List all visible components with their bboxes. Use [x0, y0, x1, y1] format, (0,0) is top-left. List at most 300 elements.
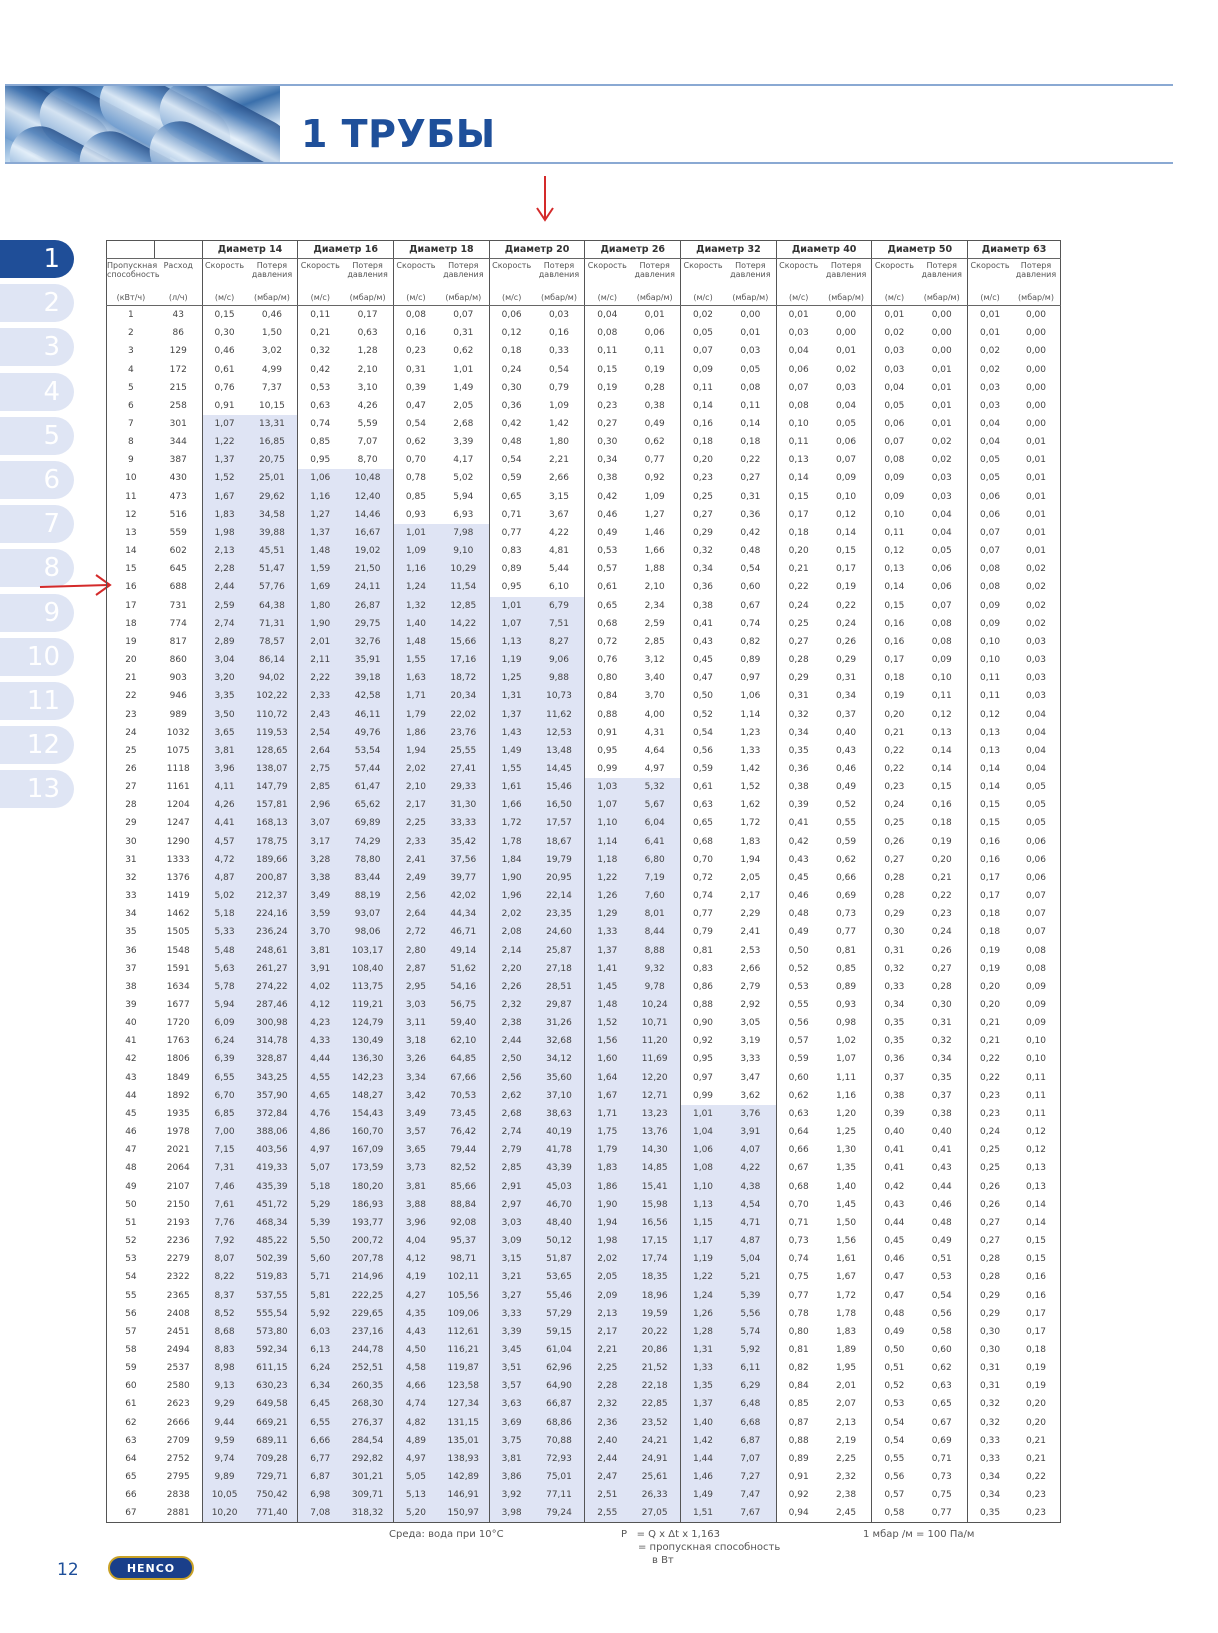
table-cell: 0,36	[740, 509, 761, 520]
table-cell: 0,12	[872, 542, 916, 560]
table-cell: 4,26	[202, 796, 246, 814]
table-cell: 0,26	[931, 945, 952, 956]
chapter-tab-10[interactable]	[0, 638, 74, 676]
table-cell: 3,96	[202, 760, 246, 778]
unit-loss: (мбар/м)	[916, 289, 967, 306]
table-cell: 1,01	[394, 524, 438, 542]
table-row	[107, 814, 1061, 832]
table-cell: 1,22	[202, 433, 246, 451]
table-cell: 1,06	[740, 691, 761, 702]
chapter-tab-label: 8	[43, 553, 60, 584]
table-cell: 0,17	[776, 506, 820, 524]
table-cell: 0,77	[681, 905, 725, 923]
table-cell: 0,08	[872, 451, 916, 469]
table-cell: 0,95	[681, 1050, 725, 1068]
table-cell: 1,37	[585, 941, 629, 959]
table-cell: 258	[169, 400, 187, 411]
table-cell: 12,53	[534, 724, 585, 742]
table-cell: 4,19	[394, 1268, 438, 1286]
table-cell: 0,80	[776, 1323, 820, 1341]
table-cell: 0,54	[489, 451, 533, 469]
table-cell: 2,10	[357, 364, 378, 375]
table-cell: 0,21	[776, 560, 820, 578]
table-cell: 18,67	[534, 833, 585, 851]
table-cell: 0,01	[931, 382, 952, 393]
unit-loss: (мбар/м)	[629, 289, 680, 306]
table-cell: 0,03	[1012, 651, 1061, 669]
table-cell: 4,35	[394, 1305, 438, 1323]
table-cell: 2,55	[585, 1504, 629, 1523]
table-cell: 79,44	[438, 1141, 489, 1159]
table-cell: 0,11	[872, 524, 916, 542]
table-cell: 2,17	[394, 796, 438, 814]
table-cell: 1,46	[644, 527, 665, 538]
table-cell: 0,23	[1012, 1504, 1061, 1523]
table-cell: 222,25	[342, 1286, 393, 1304]
chapter-tab-5[interactable]	[0, 417, 74, 455]
table-cell: 387	[169, 455, 187, 466]
table-cell: 57,29	[534, 1305, 585, 1323]
table-cell: 2,68	[453, 419, 474, 430]
table-cell: 1,16	[394, 560, 438, 578]
table-cell: 4,02	[298, 978, 342, 996]
table-cell: 3,57	[489, 1377, 533, 1395]
table-cell: 0,02	[931, 437, 952, 448]
table-cell: 18,96	[629, 1286, 680, 1304]
table-cell: 0,20	[1012, 1414, 1061, 1432]
table-row	[107, 1032, 1061, 1050]
table-cell: 1,46	[681, 1468, 725, 1486]
table-cell: 0,29	[681, 524, 725, 542]
table-cell: 0,35	[872, 1014, 916, 1032]
table-cell: 4,57	[202, 833, 246, 851]
unit-loss: (мбар/м)	[342, 289, 393, 306]
table-cell: 25,61	[629, 1468, 680, 1486]
table-cell: 248,61	[246, 941, 297, 959]
table-cell: 0,29	[968, 1286, 1012, 1304]
table-cell: 0,23	[681, 469, 725, 487]
table-cell: 2580	[166, 1381, 190, 1392]
table-cell: 276,37	[342, 1414, 393, 1432]
table-cell: 12	[107, 506, 155, 524]
table-cell: 4,87	[725, 1232, 776, 1250]
table-cell: 3,73	[394, 1159, 438, 1177]
table-cell: 0,28	[968, 1268, 1012, 1286]
table-cell: 0,16	[1012, 1268, 1061, 1286]
table-cell: 27,05	[629, 1504, 680, 1523]
table-cell: 13,48	[534, 742, 585, 760]
table-row	[107, 1468, 1061, 1486]
table-cell: 38	[107, 978, 155, 996]
table-cell: 95,37	[438, 1232, 489, 1250]
table-cell: 0,30	[202, 324, 246, 342]
table-cell: 1,78	[489, 833, 533, 851]
table-row	[107, 1250, 1061, 1268]
table-cell: 2,96	[298, 796, 342, 814]
table-cell: 2,50	[489, 1050, 533, 1068]
table-cell: 15	[107, 560, 155, 578]
table-cell: 7,61	[202, 1196, 246, 1214]
table-cell: 0,22	[931, 891, 952, 902]
table-cell: 0,74	[681, 887, 725, 905]
table-cell: 0,68	[681, 833, 725, 851]
table-cell: 0,32	[968, 1395, 1012, 1413]
table-cell: 1,33	[740, 745, 761, 756]
table-cell: 0,38	[776, 778, 820, 796]
table-cell: 49,76	[342, 724, 393, 742]
table-cell: 0,29	[836, 655, 857, 666]
table-cell: 6,87	[298, 1468, 342, 1486]
table-cell: 6,87	[725, 1432, 776, 1450]
table-cell: 42	[107, 1050, 155, 1068]
table-cell: 451,72	[246, 1196, 297, 1214]
table-cell: 1,72	[836, 1290, 857, 1301]
table-cell: 4,71	[725, 1214, 776, 1232]
table-cell: 1,08	[681, 1159, 725, 1177]
table-cell: 0,03	[872, 360, 916, 378]
table-cell: 1,60	[585, 1050, 629, 1068]
table-cell: 8,98	[202, 1359, 246, 1377]
table-cell: 0,34	[776, 724, 820, 742]
table-cell: 0,07	[968, 524, 1012, 542]
table-cell: 10,24	[629, 996, 680, 1014]
table-cell: 0,04	[776, 342, 820, 360]
table-cell: 0,33	[548, 346, 569, 357]
table-cell: 372,84	[246, 1105, 297, 1123]
table-cell: 309,71	[342, 1486, 393, 1504]
table-cell: 8,07	[202, 1250, 246, 1268]
table-cell: 0,31	[453, 328, 474, 339]
table-cell: 0,77	[916, 1504, 967, 1523]
footer-unit-note: 1 мбар /м = 100 Па/м	[863, 1529, 975, 1540]
table-cell: 1677	[166, 1000, 190, 1011]
table-cell: 688	[169, 582, 187, 593]
table-cell: 1,59	[298, 560, 342, 578]
table-cell: 2,89	[202, 633, 246, 651]
table-cell: 1,55	[394, 651, 438, 669]
table-cell: 0,20	[968, 996, 1012, 1014]
table-cell: 0,01	[740, 328, 761, 339]
table-cell: 516	[169, 509, 187, 520]
table-cell: 14,45	[534, 760, 585, 778]
table-cell: 105,56	[438, 1286, 489, 1304]
table-cell: 244,78	[342, 1341, 393, 1359]
table-cell: 7,07	[725, 1450, 776, 1468]
header-speed: Скорость	[298, 259, 342, 290]
chapter-tab-12[interactable]	[0, 726, 74, 764]
table-cell: 0,95	[489, 578, 533, 596]
table-cell: 0,85	[298, 433, 342, 451]
table-cell: 292,82	[342, 1450, 393, 1468]
table-cell: 13,23	[629, 1105, 680, 1123]
table-cell: 1,90	[585, 1196, 629, 1214]
table-cell: 0,01	[1012, 488, 1061, 506]
table-cell: 1,83	[202, 506, 246, 524]
table-cell: 1,80	[548, 437, 569, 448]
table-cell: 29	[107, 814, 155, 832]
table-cell: 0,05	[1012, 778, 1061, 796]
table-cell: 10,48	[342, 469, 393, 487]
table-cell: 0,27	[968, 1232, 1012, 1250]
table-cell: 53,54	[342, 742, 393, 760]
table-cell: 2,22	[298, 669, 342, 687]
table-cell: 4,97	[298, 1141, 342, 1159]
chapter-tab-6[interactable]	[0, 461, 74, 499]
table-cell: 261,27	[246, 960, 297, 978]
table-cell: 131,15	[438, 1414, 489, 1432]
header-diameter: Диаметр 63	[968, 241, 1061, 259]
table-cell: 1,50	[261, 328, 282, 339]
table-cell: 4,41	[202, 814, 246, 832]
table-cell: 22,14	[534, 887, 585, 905]
table-cell: 0,59	[681, 760, 725, 778]
table-cell: 0,56	[872, 1468, 916, 1486]
table-cell: 6	[107, 397, 155, 415]
table-cell: 0,97	[681, 1069, 725, 1087]
chapter-tab-13[interactable]	[0, 770, 74, 808]
table-cell: 35,91	[342, 651, 393, 669]
table-cell: 4,07	[725, 1141, 776, 1159]
table-cell: 0,09	[968, 597, 1012, 615]
table-cell: 1,86	[394, 724, 438, 742]
table-cell: 301,21	[342, 1468, 393, 1486]
table-cell: 0,11	[776, 433, 820, 451]
table-cell: 0,01	[872, 306, 916, 325]
table-cell: 0,81	[776, 1341, 820, 1359]
table-cell: 0,17	[1012, 1305, 1061, 1323]
table-cell: 127,34	[438, 1395, 489, 1413]
table-row	[107, 760, 1061, 778]
table-cell: 1,88	[644, 564, 665, 575]
table-cell: 0,50	[681, 687, 725, 705]
table-cell: 0,02	[1012, 578, 1061, 596]
table-cell: 1,52	[585, 1014, 629, 1032]
table-cell: 0,59	[489, 469, 533, 487]
table-cell: 2795	[166, 1472, 190, 1483]
table-cell: 11	[107, 488, 155, 506]
table-cell: 0,33	[968, 1450, 1012, 1468]
table-cell: 9,10	[438, 542, 489, 560]
table-cell: 1,66	[489, 796, 533, 814]
table-cell: 1,63	[394, 669, 438, 687]
table-cell: 0,04	[585, 306, 629, 325]
table-cell: 0,23	[872, 778, 916, 796]
table-cell: 0,14	[968, 760, 1012, 778]
table-cell: 2,32	[585, 1395, 629, 1413]
table-cell: 3,02	[261, 346, 282, 357]
table-cell: 7	[107, 415, 155, 433]
table-cell: 0,54	[681, 724, 725, 742]
table-cell: 1,29	[585, 905, 629, 923]
table-cell: 0,40	[872, 1123, 916, 1141]
table-cell: 602	[169, 546, 187, 557]
table-cell: 0,78	[776, 1305, 820, 1323]
table-cell: 52	[107, 1232, 155, 1250]
chapter-tab-4[interactable]	[0, 373, 74, 411]
table-cell: 0,09	[1012, 1014, 1061, 1032]
chapter-tab-11[interactable]	[0, 682, 74, 720]
table-cell: 2,05	[740, 872, 761, 883]
table-cell: 5,67	[629, 796, 680, 814]
table-cell: 6,55	[298, 1414, 342, 1432]
table-cell: 83,44	[342, 869, 393, 887]
table-cell: 989	[169, 709, 187, 720]
table-cell: 5,48	[202, 941, 246, 959]
table-cell: 0,14	[836, 527, 857, 538]
table-cell: 0,09	[872, 469, 916, 487]
table-cell: 102,11	[438, 1268, 489, 1286]
table-cell: 0,08	[1012, 960, 1061, 978]
chapter-tab-7[interactable]	[0, 505, 74, 543]
table-row	[107, 1377, 1061, 1395]
table-cell: 3,39	[453, 437, 474, 448]
table-cell: 0,44	[931, 1181, 952, 1192]
table-cell: 0,38	[644, 400, 665, 411]
table-cell: 2,17	[585, 1323, 629, 1341]
table-cell: 0,77	[489, 524, 533, 542]
table-cell: 3,20	[202, 669, 246, 687]
table-cell: 2,49	[394, 869, 438, 887]
table-cell: 8,44	[629, 923, 680, 941]
table-cell: 0,41	[931, 1145, 952, 1156]
table-cell: 0,17	[836, 564, 857, 575]
table-cell: 88,84	[438, 1196, 489, 1214]
table-cell: 3,76	[725, 1105, 776, 1123]
header-loss: Потеря давления	[825, 261, 867, 279]
table-cell: 146,91	[438, 1486, 489, 1504]
table-cell: 519,83	[246, 1268, 297, 1286]
table-cell: 0,00	[931, 310, 952, 321]
table-cell: 6,24	[298, 1359, 342, 1377]
table-cell: 0,53	[298, 379, 342, 397]
table-cell: 4	[107, 360, 155, 378]
table-cell: 2,62	[489, 1087, 533, 1105]
table-cell: 98,71	[438, 1250, 489, 1268]
table-cell: 0,82	[776, 1359, 820, 1377]
table-cell: 0,01	[1012, 524, 1061, 542]
table-cell: 0,17	[872, 651, 916, 669]
table-cell: 7,92	[202, 1232, 246, 1250]
table-cell: 2,25	[836, 1453, 857, 1464]
table-cell: 860	[169, 655, 187, 666]
table-cell: 0,00	[740, 310, 761, 321]
table-cell: 5,18	[298, 1178, 342, 1196]
table-cell: 0,02	[1012, 597, 1061, 615]
table-cell: 236,24	[246, 923, 297, 941]
table-cell: 0,06	[836, 437, 857, 448]
chapter-tab-2[interactable]	[0, 284, 74, 322]
table-cell: 1,10	[585, 814, 629, 832]
table-cell: 3,21	[489, 1268, 533, 1286]
table-cell: 0,07	[836, 455, 857, 466]
table-cell: 46	[107, 1123, 155, 1141]
table-cell: 5,13	[394, 1486, 438, 1504]
table-cell: 2,43	[298, 705, 342, 723]
chapter-tab-9[interactable]	[0, 594, 74, 632]
table-row	[107, 451, 1061, 469]
table-row	[107, 633, 1061, 651]
table-cell: 6,29	[725, 1377, 776, 1395]
table-cell: 4,38	[725, 1178, 776, 1196]
table-cell: 1,48	[585, 996, 629, 1014]
table-cell: 0,27	[872, 851, 916, 869]
table-cell: 0,28	[776, 651, 820, 669]
table-cell: 45,03	[534, 1178, 585, 1196]
table-cell: 0,32	[776, 705, 820, 723]
table-cell: 2,97	[489, 1196, 533, 1214]
table-cell: 0,16	[872, 615, 916, 633]
table-cell: 7,98	[438, 524, 489, 542]
table-cell: 70,88	[534, 1432, 585, 1450]
table-cell: 0,01	[931, 419, 952, 430]
table-cell: 56,75	[438, 996, 489, 1014]
table-cell: 21,52	[629, 1359, 680, 1377]
header-speed: Скорость	[968, 259, 1012, 290]
table-row	[107, 778, 1061, 796]
table-cell: 4,26	[357, 400, 378, 411]
chapter-tab-1[interactable]	[0, 240, 74, 278]
table-cell: 2,53	[740, 945, 761, 956]
table-cell: 1,04	[681, 1123, 725, 1141]
table-cell: 0,77	[836, 927, 857, 938]
table-cell: 0,13	[872, 560, 916, 578]
table-cell: 1935	[166, 1108, 190, 1119]
table-cell: 0,22	[1012, 1468, 1061, 1486]
table-cell: 62	[107, 1414, 155, 1432]
table-cell: 0,11	[681, 379, 725, 397]
table-cell: 0,37	[931, 1090, 952, 1101]
table-cell: 0,29	[872, 905, 916, 923]
table-cell: 0,31	[968, 1377, 1012, 1395]
table-cell: 41,78	[534, 1141, 585, 1159]
table-cell: 0,12	[836, 509, 857, 520]
table-cell: 4,17	[453, 455, 474, 466]
table-cell: 0,31	[836, 673, 857, 684]
table-cell: 3,65	[394, 1141, 438, 1159]
table-cell: 43,39	[534, 1159, 585, 1177]
table-cell: 5,63	[202, 960, 246, 978]
table-cell: 611,15	[246, 1359, 297, 1377]
chapter-tab-3[interactable]	[0, 328, 74, 366]
table-cell: 0,02	[1012, 615, 1061, 633]
table-cell: 20,75	[246, 451, 297, 469]
table-cell: 1,61	[489, 778, 533, 796]
table-cell: 0,18	[931, 818, 952, 829]
table-cell: 0,21	[298, 324, 342, 342]
table-cell: 0,62	[644, 437, 665, 448]
table-cell: 2,72	[394, 923, 438, 941]
table-cell: 0,00	[1012, 397, 1061, 415]
table-cell: 35,42	[438, 833, 489, 851]
table-cell: 0,46	[836, 763, 857, 774]
table-cell: 19	[107, 633, 155, 651]
table-cell: 58	[107, 1341, 155, 1359]
table-cell: 21,50	[342, 560, 393, 578]
table-cell: 1,13	[681, 1196, 725, 1214]
table-cell: 1849	[166, 1072, 190, 1083]
table-cell: 3,91	[298, 960, 342, 978]
table-cell: 3,98	[489, 1504, 533, 1523]
table-cell: 3,70	[298, 923, 342, 941]
table-cell: 0,08	[931, 618, 952, 629]
table-cell: 0,32	[968, 1414, 1012, 1432]
table-cell: 2,13	[836, 1417, 857, 1428]
table-cell: 2,28	[585, 1377, 629, 1395]
unit-speed: (м/с)	[681, 289, 725, 306]
table-cell: 6,03	[298, 1323, 342, 1341]
table-cell: 0,10	[836, 491, 857, 502]
table-cell: 0,78	[394, 469, 438, 487]
